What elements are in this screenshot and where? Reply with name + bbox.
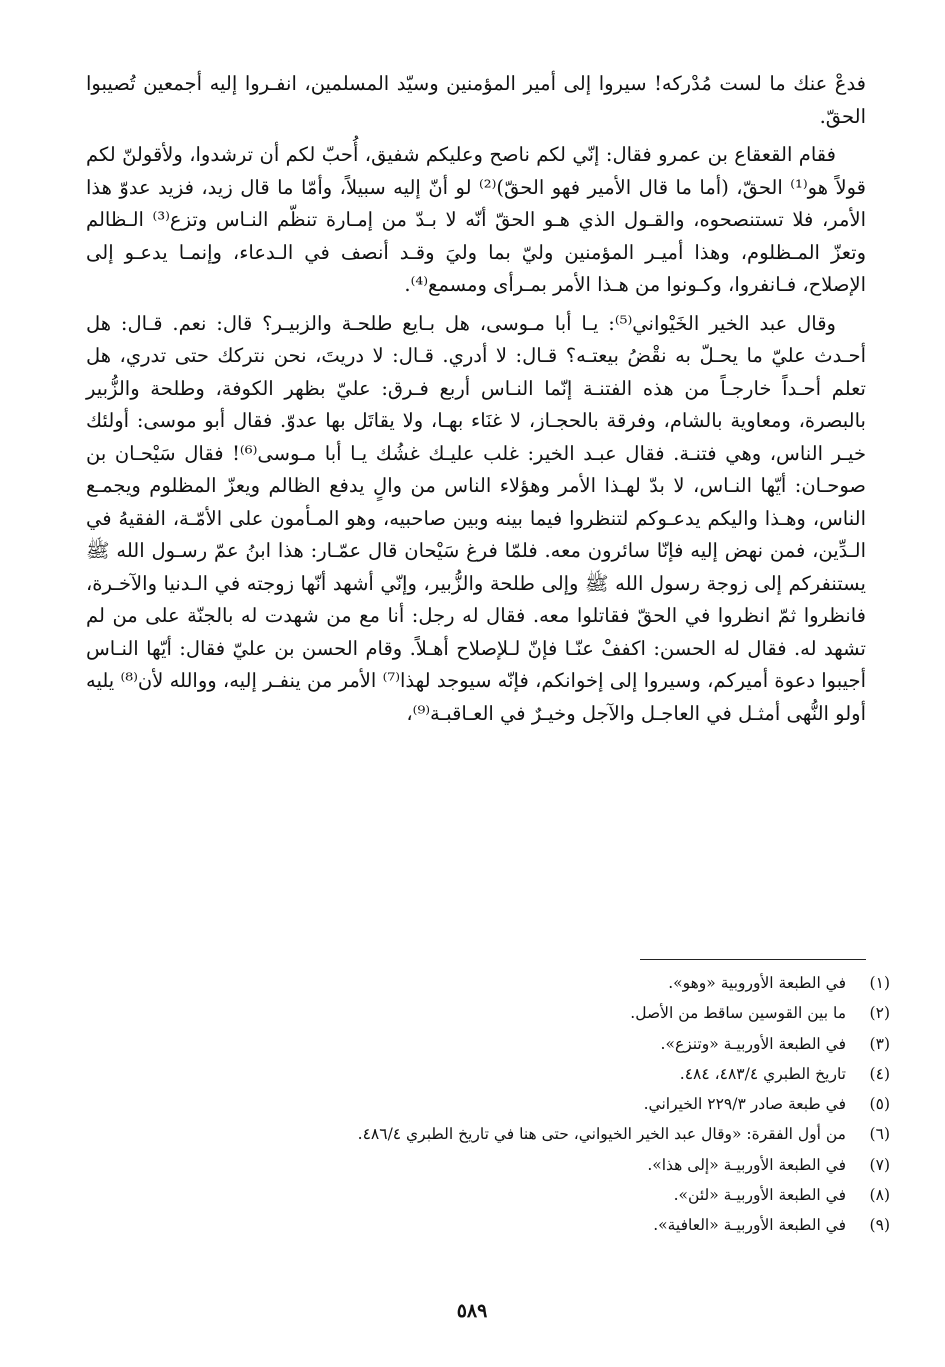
footnote-number: (٤) xyxy=(869,1064,890,1083)
footnote-text: في الطبعة الأوربيـة «لئن». xyxy=(673,1186,846,1205)
footnote-text: في الطبعة الأوربيـة «إلى هذا». xyxy=(647,1155,846,1174)
footnote-text: في الطبعة الأوربيـة «وتنزع». xyxy=(660,1034,846,1053)
footnote-9 xyxy=(260,1210,890,1240)
footnote-7 xyxy=(260,1150,890,1180)
footnote-number: (٢) xyxy=(869,1004,890,1023)
footnote-text: ما بين القوسين ساقط من الأصل. xyxy=(630,1004,846,1023)
page-number: ٥٨٩ xyxy=(456,1300,488,1322)
footnote-separator xyxy=(640,959,866,960)
footnote-text: في طبعة صادر ٢٢٩/٣ الخيراني. xyxy=(643,1095,846,1114)
footnote-3 xyxy=(260,1029,890,1059)
footnote-1 xyxy=(260,968,890,998)
footnotes xyxy=(260,968,890,1241)
footnote-text: في الطبعة الأوروبية «وهو». xyxy=(668,974,846,992)
paragraph-2: فقام القعقاع بن عمرو فقال: إنّي لكم ناصح وعليكم شفيق، أُحبّ لكم أن ترشدوا، ولأقولنّ لكم قولاً هو⁽¹⁾ الحقّ، (أما ما قال الأمير فهو الحقّ)⁽²⁾ لو أنّ إليه سبيلاً، وأمّا ما قال زيد، فزيد عدوّ هذا الأمر، فلا تستنصحوه، والقـول الذي هـو الحقّ أنّه لا بـدّ من إمـارة تنظّم النـاس وتزع⁽³⁾ الـظالم وتعزّ المـظلوم، وهذا أميـر المؤمنين وليّ بما وليَ وقـد أنصف في الـدعاء، وإنمـا يدعـو إلى الإصلاح، فـانفروا، وكـونوا من هـذا الأمر بمـرأى ومسمع⁽⁴⁾. xyxy=(86,143,866,296)
paragraph-3: وقال عبد الخير الخَيْواني⁽⁵⁾: يـا أبا مـوسى، هل بـايع طلحـة والزبيـر؟ قال: نعم. قـال: هل أحـدث عليّ ما يحـلّ به نقْضُ بيعتـه؟ قـال: لا أدري. قـال: لا دريتَ، نحن نتركك حتى تدري، هل تعلم أحـداً خارجـاً من هذه الفتنـة إنّما النـاس أربع فـرق: عليّ بظهر الكوفة، وطلحة والزُّبير بالبصرة، ومعاوية بالشام، وفرقة بالحجـاز، لا غنَاء بهـا، ولا يقاتَل بها عدوّ. فقال أبو موسى: أولئك خيـر الناس، وهي فتنـة. فقال عبـد الخير: غلب عليـك غشُك يـا أبا مـوسى⁽⁶⁾! فقال سَيْحـان بن صوحـان: أيّها النـاس، لا بدّ لهـذا الأمر وهؤلاء الناس من والٍ يدفع الظالم ويعزّ المظلوم ويجمـع الناس، وهـذا واليكم يدعـوكم لتنظروا فيما بينه وبين صاحبيه، وهو المـأمون على الأمّـة، الفقيهُ في الـدِّين، فمن نهض إليه فإنّا سائرون معه. فلمّا فرغ سَيْحان قال عمّـار: هذا ابنُ عمّ رسـول الله ﷺ يستنفركم إلى زوجة رسول الله ﷺ وإلى طلحة والزُّبير، وإنّي أشهد أنّها زوجته في الـدنيا والآخـرة، فانظروا ثمّ انظروا في الحقّ فقاتلوا معه. فقال له رجل: أنا مع من شهدت له بالجنّة على من لم تشهد له. فقال له الحسن: اكففْ عنّـا فإنّ لـلإصلاح أهـلاً. وقام الحسن بن عليّ فقال: أيّها النـاس أجيبوا دعوة أميركم، وسيروا إلى إخوانكم، فإنّه سيوجد لهذا⁽⁷⁾ الأمر من ينفـر إليه، ووالله لأن⁽⁸⁾ يليه أولو النُّهى أمثـل في العاجـل والآجل وخيـرٌ في العـاقبـة⁽⁹⁾، xyxy=(86,311,867,725)
footnote-text: تاريخ الطبري ٤٨٣/٤، ٤٨٤. xyxy=(679,1064,846,1083)
footnote-text: من أول الفقرة: «وقال عبد الخير الخيواني، حتى هنا في تاريخ الطبري ٤٨٦/٤. xyxy=(357,1125,846,1144)
footnote-4 xyxy=(260,1059,890,1089)
footnote-5 xyxy=(260,1089,890,1119)
footnote-number: (٦) xyxy=(869,1125,890,1144)
footnote-number: (٣) xyxy=(869,1034,890,1053)
footnote-number: (٨) xyxy=(869,1186,890,1205)
footnote-6 xyxy=(260,1119,890,1149)
paragraph-1: فدعْ عنك ما لست مُدْركه! سيروا إلى أمير المؤمنين وسيّد المسلمين، انفـروا إليه أجمعين تُصيبوا الحقّ. xyxy=(86,72,866,128)
footnote-text: في الطبعة الأوربيـة «العافية». xyxy=(653,1216,846,1235)
footnote-number: (٩) xyxy=(869,1216,890,1235)
footnote-number: (٥) xyxy=(869,1095,890,1114)
footnote-8 xyxy=(260,1180,890,1210)
footnote-number: (١) xyxy=(869,974,890,992)
footnote-2 xyxy=(260,998,890,1028)
footnote-number: (٧) xyxy=(869,1155,890,1174)
main-text xyxy=(86,68,866,736)
